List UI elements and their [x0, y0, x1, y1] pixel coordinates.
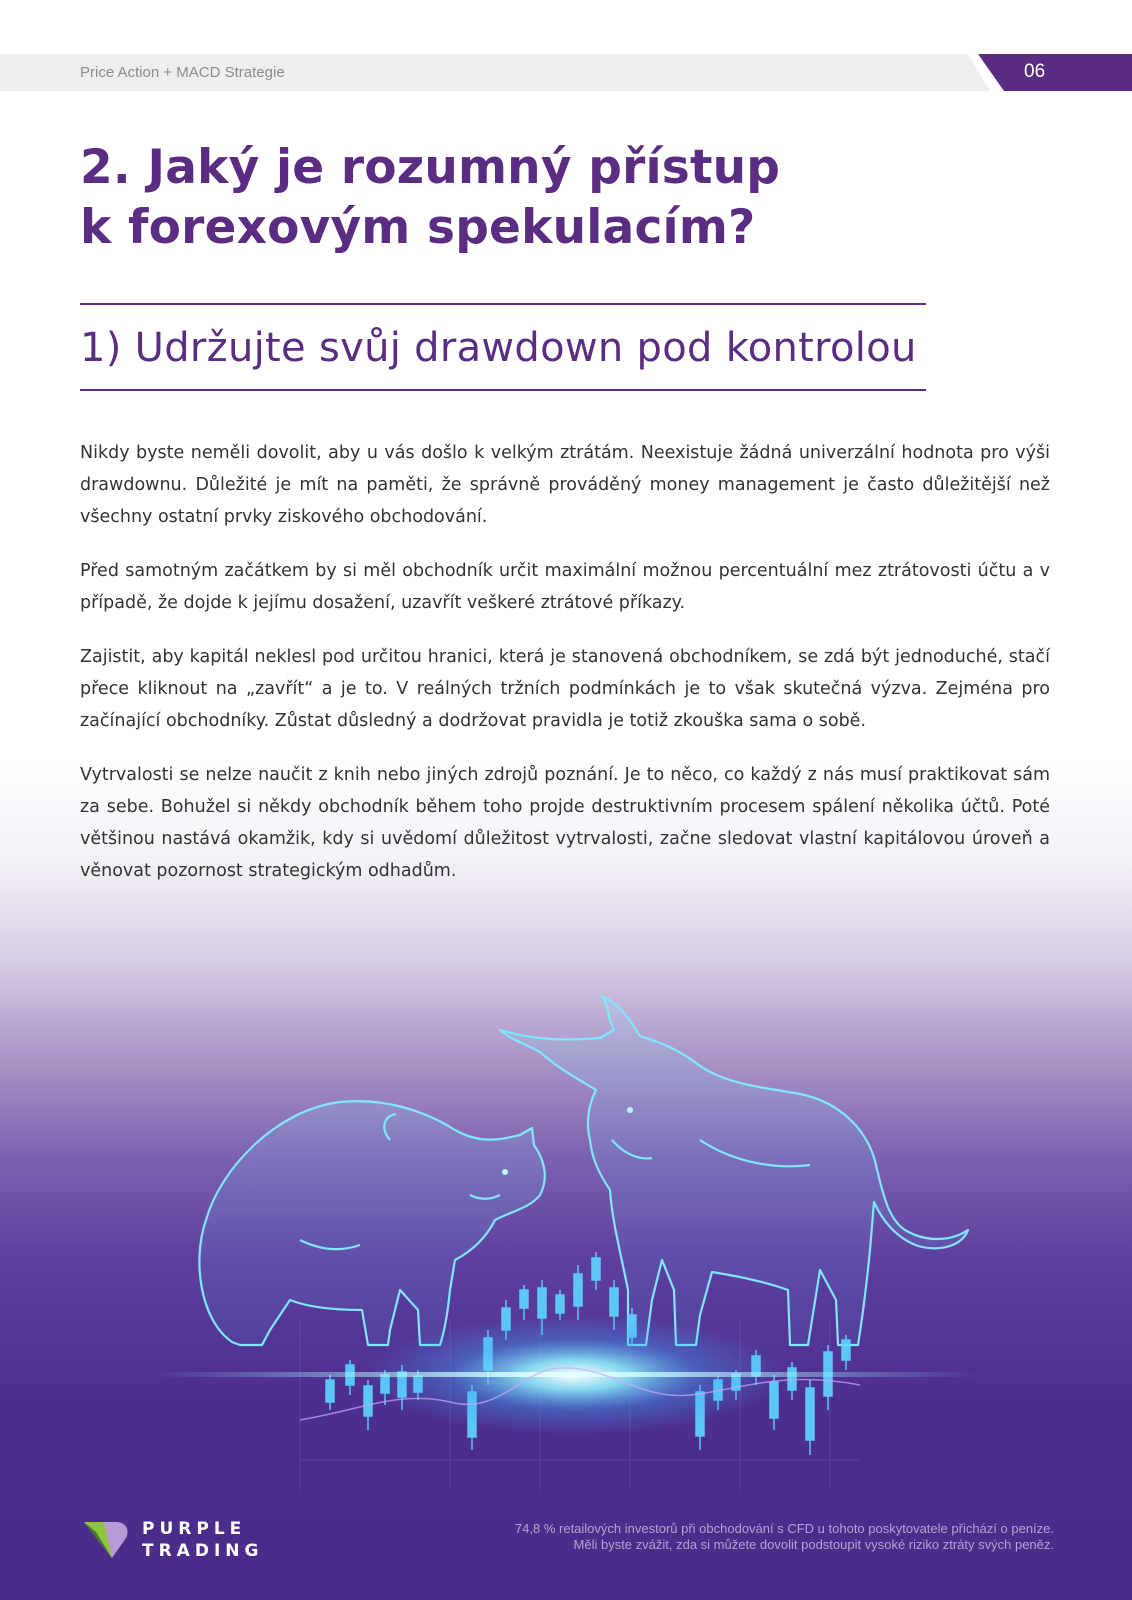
- running-header-title: Price Action + MACD Strategie: [80, 64, 285, 81]
- logo-word-1: PURPLE: [142, 1519, 247, 1539]
- section-rule-bottom: [80, 389, 926, 391]
- logo-mark-icon: [82, 1520, 130, 1560]
- section-subheading: 1) Udržujte svůj drawdown pod kontrolou: [80, 325, 917, 371]
- bear-icon: [199, 1101, 544, 1345]
- risk-disclaimer: [414, 1521, 1054, 1553]
- paragraph-3: Zajistit, aby kapitál neklesl pod určitou hranici, která je stanovená obchodníkem, se zdá být jednoduché, stačí přece kliknout na „zavřít“ a je to. V reálných tržních podmínkách je to však skutečná výzva. Zejména pro začínající obchodníky. Zůstat důsledný a dodržovat pravidla je totiž zkouška sama o sobě.: [80, 647, 1050, 731]
- paragraph-1: Nikdy byste neměli dovolit, aby u vás došlo k velkým ztrátám. Neexistuje žádná univerzální hodnota pro výši drawdownu. Důležité je mít na paměti, že správně prováděný money management je často důležitější než všechny ostatní prvky ziskového obchodování.: [80, 443, 1050, 527]
- logo-wordmark: [142, 1518, 263, 1562]
- bull-bear-illustration: [0, 990, 1132, 1510]
- chapter-heading-line-2: k forexovým spekulacím?: [80, 200, 756, 255]
- light-beam: [150, 1372, 980, 1377]
- chapter-heading: [80, 138, 980, 258]
- paragraph-4: Vytrvalosti se nelze naučit z knih nebo jiných zdrojů poznání. Je to něco, co každý z nás musí praktikovat sám za sebe. Bohužel si někdy obchodník během toho projde destruktivním procesem spálení několika účtů. Poté většinou nastává okamžik, kdy si uvědomí důležitost vytrvalosti, začne sledovat vlastní kapitálovou úroveň a věnovat pozornost strategickým odhadům.: [80, 765, 1050, 881]
- page-number-tab: [978, 54, 1132, 91]
- chapter-heading-line-1: 2. Jaký je rozumný přístup: [80, 140, 781, 195]
- body-text: [80, 437, 1050, 909]
- logo-word-2: TRADING: [142, 1541, 264, 1561]
- page-number: 06: [1024, 61, 1046, 82]
- disclaimer-line-2: Měli byste zvážit, zda si můžete dovolit podstoupit vysoké riziko ztráty svých peněz.: [573, 1537, 1054, 1552]
- paragraph-2: Před samotným začátkem by si měl obchodník určit maximální možnou percentuální mez ztrátovosti účtu a v případě, že dojde k jejímu dosažení, uzavřít veškeré ztrátové příkazy.: [80, 561, 1050, 613]
- disclaimer-line-1: 74,8 % retailových investorů při obchodování s CFD u tohoto poskytovatele přichází o peníze.: [514, 1521, 1054, 1536]
- section-rule-top: [80, 303, 926, 305]
- bull-icon: [500, 996, 968, 1345]
